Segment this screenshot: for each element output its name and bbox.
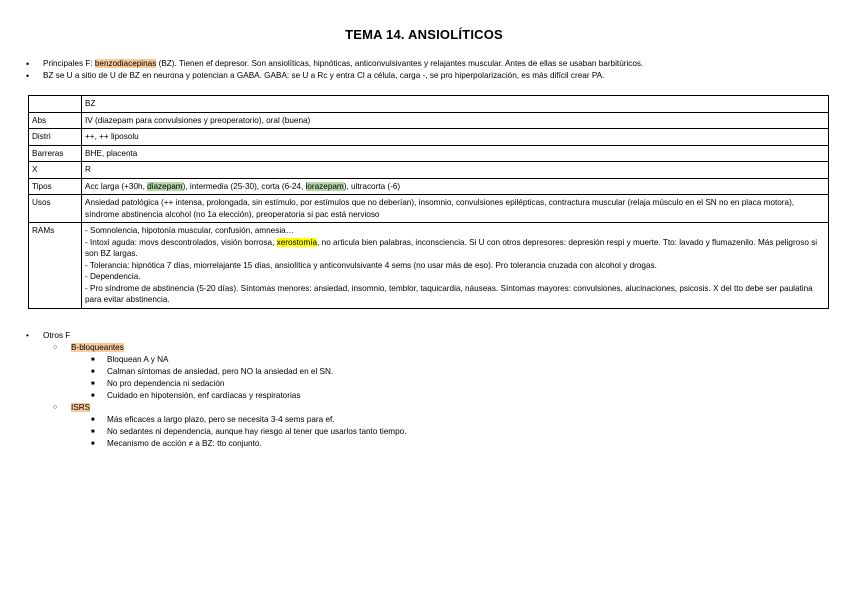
- intro-bullet-principales: [26, 58, 826, 70]
- table-row: [29, 195, 829, 223]
- list-item: ■ No sedantes ni dependencia, aunque hay riesgo al tener que usarlos tanto tiempo.: [71, 426, 806, 438]
- list-item: ■ Más eficaces a largo plazo, pero se necesita 3-4 sems para ef.: [71, 414, 806, 426]
- list-item: [43, 402, 806, 450]
- b-bloqueantes-list: [71, 354, 806, 402]
- highlight-b-bloqueantes: B-bloqueantes: [71, 343, 124, 352]
- otros-section: [26, 330, 806, 450]
- rams-text: , no articula bien palabras, inconsciencia. Si U con otros depresores: depresión respi y muerte. Tto: lavado y flumazenilo. Más peligroso si son BZ largas.: [85, 237, 818, 258]
- intro-list: [26, 58, 826, 82]
- list-item: [26, 330, 806, 450]
- tipos-text: ), intermedia (25-30), corta (6-24,: [182, 181, 306, 191]
- rams-line: - Tolerancia: hipnótica 7 días, miorrelajante 15 días, ansiolítica y anticonvulsivante 4 sems (no usar más de eso). Pro tolerancia cruzada con alcohol y drogas.: [85, 260, 657, 270]
- row-value-abs: IV (diazepam para convulsiones y preoperatorio), oral (buena): [82, 112, 829, 129]
- highlight-diazepam: diazepam: [147, 181, 183, 191]
- tipos-text: ), ultracorta (-6): [343, 181, 401, 191]
- rams-line: - Dependencia.: [85, 272, 141, 281]
- otros-label: Otros F: [43, 331, 71, 340]
- otros-sublist: [43, 342, 806, 450]
- list-item: ■ Calman síntomas de ansiedad, pero NO la ansiedad en el SN.: [71, 366, 806, 378]
- table-row: [29, 178, 829, 195]
- list-item: ■ Mecanismo de acción ≠ a BZ: tto conjunto.: [71, 438, 806, 450]
- row-key-tipos: Tipos: [29, 178, 82, 195]
- isrs-list: [71, 414, 806, 450]
- list-item: ■ No pro dependencia ni sedación: [71, 378, 806, 390]
- row-key-x: X: [29, 162, 82, 179]
- tipos-text: Acc larga (+30h,: [85, 181, 148, 191]
- row-value-tipos: [82, 178, 829, 195]
- highlight-lorazepam: lorazepam: [305, 181, 344, 191]
- table-row: [29, 96, 829, 113]
- row-key-barreras: Barreras: [29, 145, 82, 162]
- intro-bullet-gaba: • BZ se U a sitio de U de BZ en neurona y potencian a GABA. GABA: se U a Rc y entra Cl a célula, carga -, se pro hiperpolarización, es más difícil crear PA.: [26, 70, 826, 82]
- table-row: [29, 112, 829, 129]
- list-item: [43, 342, 806, 402]
- row-key-abs: Abs: [29, 112, 82, 129]
- rams-line: - Somnolencia, hipotonía muscular, confusión, amnesia…: [85, 226, 294, 235]
- rams-text: - Intoxi aguda: movs descontrolados, visión borrosa,: [85, 237, 277, 247]
- table-cell-empty: [29, 96, 82, 113]
- highlight-benzodiacepinas: benzodiacepinas: [94, 59, 157, 68]
- highlight-isrs: ISRS: [71, 403, 91, 412]
- row-value-usos: Ansiedad patológica (++ intensa, prolongada, sin estímulo, por estímulos que no deberían), insomnio, convulsiones epilépticas, contractura muscular (relaja músculo en el SN no en placa motora), síndrome abstinencia alcohol (no 1a elección), preoperatoria si pac está nervioso: [82, 195, 829, 223]
- table-row: [29, 162, 829, 179]
- highlight-xerostomia: xerostomía: [276, 237, 318, 247]
- intro-text: Principales F:: [43, 59, 95, 68]
- list-item: ■ Cuidado en hipotensión, enf cardíacas y respiratorias: [71, 390, 806, 402]
- rams-line: [85, 237, 825, 260]
- row-key-rams: RAMs: [29, 223, 82, 309]
- table-row: [29, 145, 829, 162]
- row-value-rams: [82, 223, 829, 309]
- otros-list: [26, 330, 806, 450]
- table-header-bz: BZ: [82, 96, 829, 113]
- row-key-usos: Usos: [29, 195, 82, 223]
- intro-text: (BZ). Tienen ef depresor. Son ansiolíticas, hipnóticas, anticonvulsivantes y relajantes muscular. Antes de ellas se usaban barbitúricos.: [156, 59, 644, 68]
- page-title: TEMA 14. ANSIOLÍTICOS: [345, 27, 503, 42]
- row-key-distri: Distri: [29, 129, 82, 146]
- row-value-distri: ++, ++ liposolu: [82, 129, 829, 146]
- row-value-x: R: [82, 162, 829, 179]
- list-item: ■ Bloquean A y NA: [71, 354, 806, 366]
- table-row: [29, 129, 829, 146]
- bz-table: [28, 95, 829, 309]
- rams-line: - Pro síndrome de abstinencia (5-20 días). Síntomas menores: ansiedad, insomnio, temblor, taquicardia, náuseas. Síntomas mayores: convulsiones, alucinaciones, psicosis. X del tto debe ser paulatina para evitar abstinencia.: [85, 283, 813, 304]
- row-value-barreras: BHE, placenta: [82, 145, 829, 162]
- table-row: [29, 223, 829, 309]
